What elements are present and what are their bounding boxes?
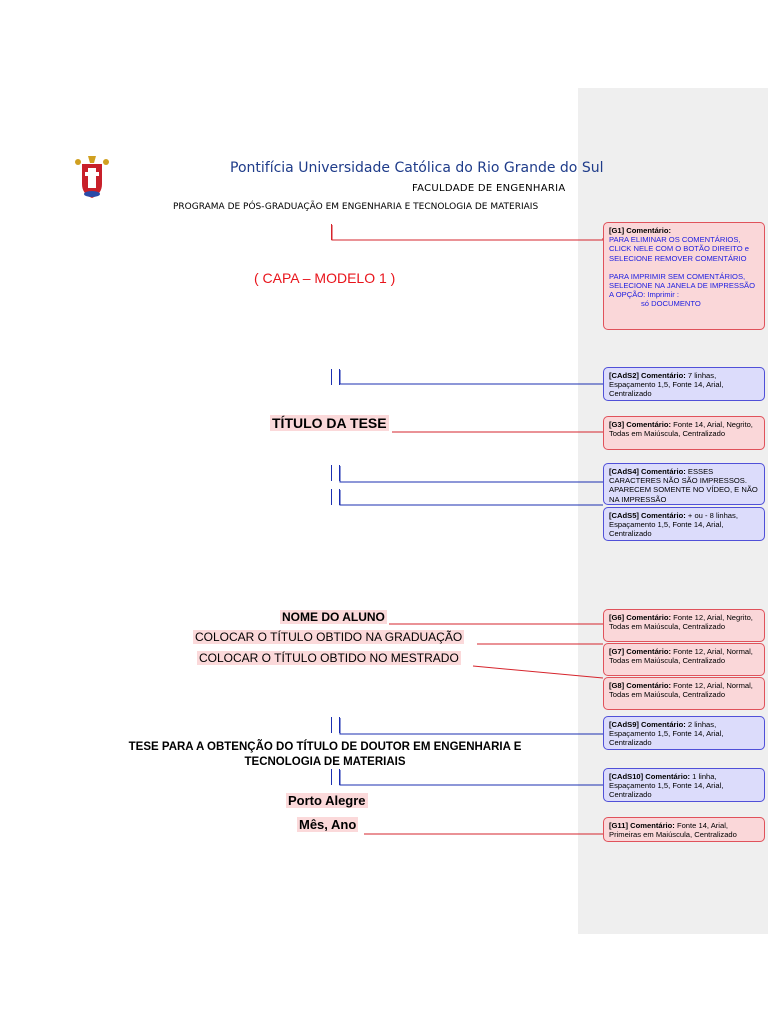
comment-tag: [G11] Comentário: — [609, 821, 675, 830]
comment-tag: [CAdS2] Comentário: — [609, 371, 686, 380]
comment-g8[interactable] — [603, 677, 765, 710]
text-cursor-mark — [331, 369, 332, 385]
comment-text: PARA IMPRIMIR SEM COMENTÁRIOS, SELECIONE NA JANELA DE IMPRESSÃO A OPÇÃO: Imprimir : — [609, 271, 756, 300]
comment-tag: [G7] Comentário: — [609, 647, 672, 656]
text-cursor-mark — [331, 717, 332, 733]
comment-tag: [CAdS10] Comentário: — [609, 772, 691, 781]
connector-cads9 — [340, 718, 603, 734]
thesis-purpose-line1: TESE PARA A OBTENÇÃO DO TÍTULO DE DOUTOR EM ENGENHARIA E — [128, 741, 522, 753]
university-name: Pontifícia Universidade Católica do Rio Grande do Sul — [230, 160, 604, 176]
comment-text: Fonte 14, Arial, Negrito, Todas em Maiúscula, Centralizado — [609, 420, 753, 439]
comment-text: + ou - 8 linhas, Espaçamento 1,5, Fonte 14, Arial, Centralizado — [609, 511, 738, 539]
comment-text: PARA ELIMINAR OS COMENTÁRIOS, CLICK NELE COM O BOTÃO DIREITO e SELECIONE REMOVER COMENTÁRIO — [609, 235, 749, 263]
comment-g3[interactable] — [603, 416, 765, 450]
comment-tag: [CAdS5] Comentário: — [609, 511, 686, 520]
comment-text: 7 linhas, Espaçamento 1,5, Fonte 14, Arial, Centralizado — [609, 371, 724, 399]
thesis-purpose-line2: TECNOLOGIA DE MATERIAIS — [244, 756, 406, 768]
student-name[interactable]: NOME DO ALUNO — [282, 610, 385, 624]
comment-text: 1 linha, Espaçamento 1,5, Fonte 14, Arial, Centralizado — [609, 772, 724, 800]
comment-cads2[interactable] — [603, 367, 765, 401]
comment-text: Fonte 12, Arial, Normal, Todas em Maiúscula, Centralizado — [609, 647, 753, 666]
text-cursor-mark — [339, 369, 340, 385]
text-cursor-mark — [339, 465, 340, 481]
connector-g8 — [473, 666, 603, 678]
university-crest-logo — [74, 154, 110, 200]
comment-g11[interactable] — [603, 817, 765, 842]
program-name: PROGRAMA DE PÓS-GRADUAÇÃO EM ENGENHARIA E TECNOLOGIA DE MATERIAIS — [173, 202, 539, 212]
connector-cads5 — [340, 490, 603, 505]
text-cursor-mark — [339, 769, 340, 785]
thesis-purpose — [100, 740, 550, 770]
comment-text: só DOCUMENTO — [641, 299, 701, 309]
text-cursor-mark — [331, 224, 332, 240]
thesis-title[interactable]: TÍTULO DA TESE — [272, 415, 387, 431]
comment-tag: [CAdS9] Comentário: — [609, 720, 686, 729]
comment-tag: [G6] Comentário: — [609, 613, 672, 622]
cover-model-label: ( CAPA – MODELO 1 ) — [254, 270, 396, 286]
comment-tag: [G8] Comentário: — [609, 681, 672, 690]
text-cursor-mark — [331, 769, 332, 785]
comment-cads10[interactable] — [603, 768, 765, 802]
comment-tag: [G1] Comentário: — [609, 226, 672, 235]
comment-cads4[interactable] — [603, 463, 765, 505]
text-cursor-mark — [331, 465, 332, 481]
comment-text: Fonte 14, Arial, Primeiras em Maiúscula, Centralizado — [609, 821, 737, 840]
comment-cads5[interactable] — [603, 507, 765, 541]
faculty-name: FACULDADE DE ENGENHARIA — [412, 183, 566, 194]
comment-text: Fonte 12, Arial, Normal, Todas em Maiúscula, Centralizado — [609, 681, 753, 700]
month-year[interactable]: Mês, Ano — [299, 817, 357, 832]
text-cursor-mark — [339, 717, 340, 733]
comment-tag: [G3] Comentário: — [609, 420, 672, 429]
connector-g1 — [332, 225, 603, 240]
city[interactable]: Porto Alegre — [288, 793, 366, 808]
masters-title[interactable]: COLOCAR O TÍTULO OBTIDO NO MESTRADO — [199, 651, 459, 665]
connector-cads10 — [340, 770, 603, 785]
comment-tag: [CAdS4] Comentário: — [609, 467, 686, 476]
comment-g6[interactable] — [603, 609, 765, 642]
connector-cads4 — [340, 466, 603, 482]
comment-text: ESSES CARACTERES NÃO SÃO IMPRESSOS. APARECEM SOMENTE NO VÍDEO, E NÃO NA IMPRESSÃO — [609, 467, 758, 504]
comment-text: 2 linhas, Espaçamento 1,5, Fonte 14, Arial, Centralizado — [609, 720, 724, 748]
comment-text: Fonte 12, Arial, Negrito, Todas em Maiúscula, Centralizado — [609, 613, 753, 632]
connector-cads2 — [340, 370, 603, 384]
comment-g7[interactable] — [603, 643, 765, 676]
text-cursor-mark — [339, 489, 340, 505]
text-cursor-mark — [331, 489, 332, 505]
comment-g1[interactable] — [603, 222, 765, 330]
graduation-title[interactable]: COLOCAR O TÍTULO OBTIDO NA GRADUAÇÃO — [195, 630, 463, 644]
comment-cads9[interactable] — [603, 716, 765, 750]
